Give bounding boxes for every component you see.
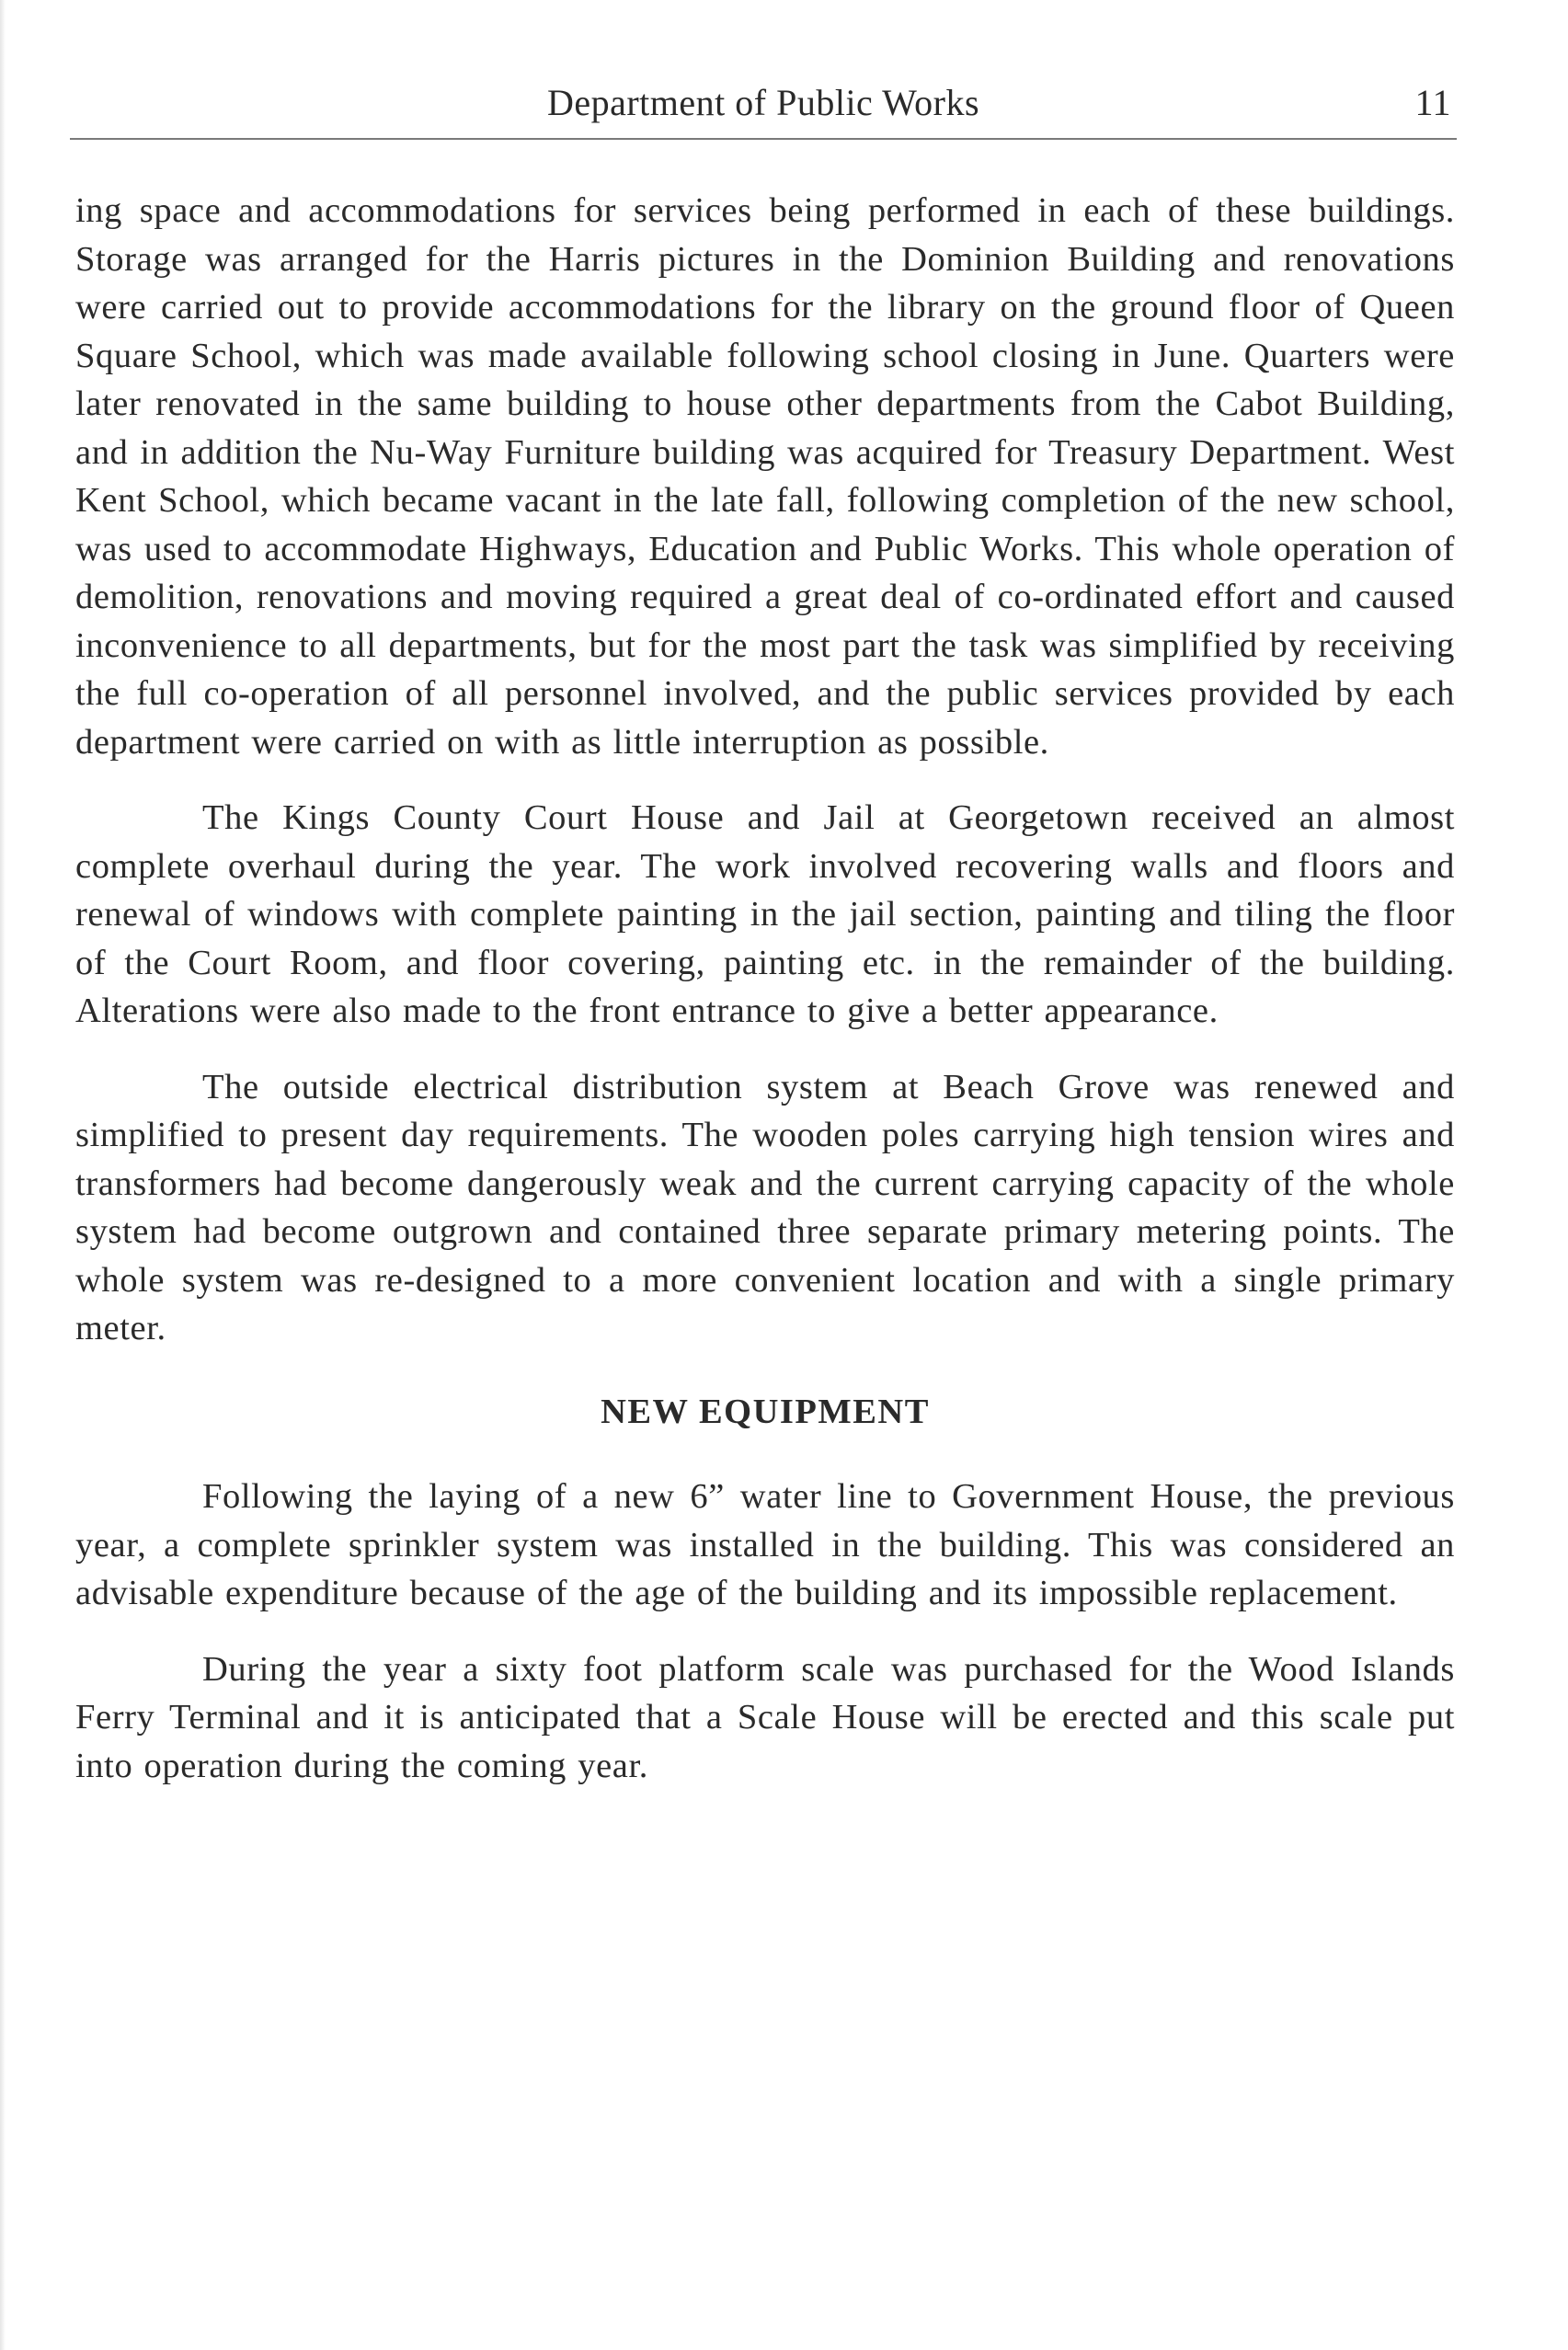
page-edge-shadow (0, 0, 6, 2350)
paragraph-continuation: ing space and accommodations for services being performed in each of these buildings. Storage was arranged for the Harris pictures in the Dominion Building and renovations were carried out to provide accommodations for the library on the ground floor of Queen Square School, which was made available following school closing in June. Quarters were later renovated in the same building to house other departments from the Cabot Building, and in addition the Nu-Way Furniture building was acquired for Treasury Department. West Kent School, which became vacant in the late fall, following completion of the new school, was used to accommodate Highways, Education and Public Works. This whole operation of demolition, renovations and moving required a great deal of co-ordinated effort and caused inconvenience to all departments, but for the most part the task was simplified by receiving the full co-operation of all personnel involved, and the public services provided by each department were carried on with as little interruption as possible. (75, 191, 1455, 762)
header-rule (70, 138, 1457, 140)
page-number: 11 (1414, 82, 1451, 123)
paragraph-platform-scale: During the year a sixty foot platform scale was purchased for the Wood Islands Ferry Terminal and it is anticipated that a Scale House will be erected and this scale put into operation during the coming year. (75, 1649, 1455, 1785)
running-header-title: Department of Public Works (546, 82, 980, 123)
paragraph-sprinkler-system: Following the laying of a new 6” water line to Government House, the previous year, a complete sprinkler system was installed in the building. This was considered an advisable expenditure because of the age of the building and its impossible replacement. (75, 1477, 1455, 1612)
running-header (70, 75, 1457, 131)
section-heading: NEW EQUIPMENT (601, 1392, 930, 1431)
paragraph-court-house: The Kings County Court House and Jail at Georgetown received an almost complete overhaul during the year. The work involved recovering walls and floors and renewal of windows with complete painting in the jail section, painting and tiling the floor of the Court Room, and floor covering, painting etc. in the remainder of the building. Alterations were also made to the front entrance to give a better appearance. (75, 798, 1455, 1030)
paragraph-electrical-system: The outside electrical distribution system at Beach Grove was renewed and simplified to present day requirements. The wooden poles carrying high tension wires and transformers had become dangerously weak and the current carrying capacity of the whole system had become outgrown and contained three separate primary metering points. The whole system was re-designed to a more convenient location and with a single primary meter. (75, 1067, 1455, 1347)
body-text (75, 187, 1455, 1817)
